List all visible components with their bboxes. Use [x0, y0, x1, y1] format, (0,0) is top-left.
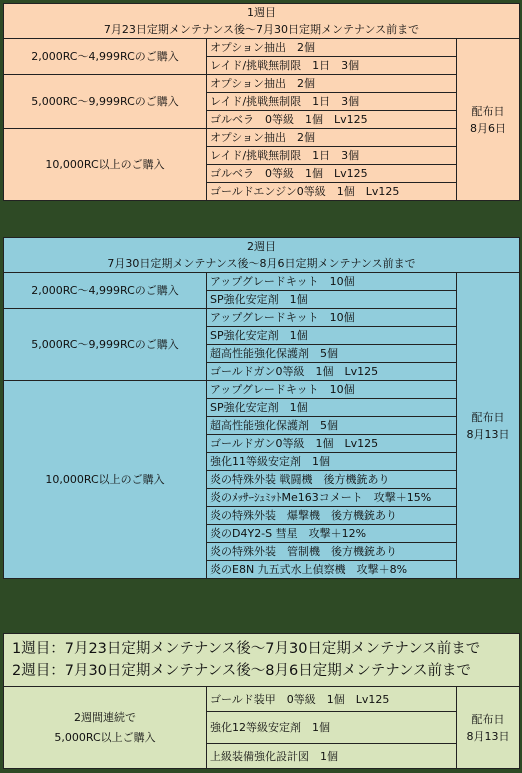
reward-item: 超高性能強化保護剤 5個 — [207, 345, 457, 363]
reward-item: 炎の特殊外装 管制機 後方機銃あり — [207, 543, 457, 561]
reward-item: ゴールドガン0等級 1個 Lv125 — [207, 435, 457, 453]
reward-item: SP強化安定剤 1個 — [207, 291, 457, 309]
distribution-label: 配布日 — [471, 410, 505, 424]
reward-item: アップグレードキット 10個 — [207, 273, 457, 291]
week2-period: 7月30日定期メンテナンス後〜8月6日定期メンテナンス前まで — [107, 257, 416, 270]
week1-period: 7月23日定期メンテナンス後〜7月30日定期メンテナンス前まで — [103, 23, 420, 36]
reward-item: アップグレードキット 10個 — [207, 309, 457, 327]
reward-item: SP強化安定剤 1個 — [207, 327, 457, 345]
reward-item: ゴールドエンジン0等級 1個 Lv125 — [207, 183, 457, 201]
combined-tier-label — [4, 687, 207, 769]
distribution-label: 配布日 — [471, 712, 505, 726]
reward-item: SP強化安定剤 1個 — [207, 399, 457, 417]
reward-item: 炎の特殊外装 爆撃機 後方機銃あり — [207, 507, 457, 525]
reward-item: オプション抽出 2個 — [207, 39, 457, 57]
week1-title: 1週目 — [247, 6, 276, 19]
reward-item: 強化12等級安定剤 1個 — [207, 712, 457, 744]
reward-item: レイド/挑戦無制限 1日 3個 — [207, 57, 457, 75]
reward-item: オプション抽出 2個 — [207, 129, 457, 147]
reward-item: ゴールドガン0等級 1個 Lv125 — [207, 363, 457, 381]
reward-item: レイド/挑戦無制限 1日 3個 — [207, 93, 457, 111]
distribution-label: 配布日 — [471, 104, 505, 118]
week2-title: 2週目 — [247, 240, 276, 253]
reward-item: 炎の特殊外装 戦闘機 後方機銃あり — [207, 471, 457, 489]
reward-item: オプション抽出 2個 — [207, 75, 457, 93]
combined-table — [3, 633, 520, 769]
combined-tier-line1: 2週間連続で — [74, 710, 136, 724]
combined-period-week2: 2週目：7月30日定期メンテナンス後〜8月6日定期メンテナンス前まで — [12, 663, 472, 679]
combined-header — [4, 634, 520, 687]
week2-distribution — [457, 273, 520, 579]
reward-item: 炎のE8N 九五式水上偵察機 攻撃＋8% — [207, 561, 457, 579]
reward-item: レイド/挑戦無制限 1日 3個 — [207, 147, 457, 165]
distribution-date: 8月13日 — [466, 729, 510, 743]
reward-item: 超高性能強化保護剤 5個 — [207, 417, 457, 435]
distribution-date: 8月6日 — [470, 121, 506, 135]
combined-period-week1: 1週目：7月23日定期メンテナンス後〜7月30日定期メンテナンス前まで — [12, 641, 481, 657]
week2-tier-2-label: 5,000RC〜9,999RCのご購入 — [4, 309, 207, 381]
reward-item: 炎のﾒｯｻｰｼｭﾐｯﾄMe163コメート 攻撃＋15% — [207, 489, 457, 507]
week1-distribution — [457, 39, 520, 201]
week2-tier-3-label: 10,000RC以上のご購入 — [4, 381, 207, 579]
week2-table — [3, 237, 520, 579]
week2-header — [4, 238, 520, 273]
week1-table — [3, 3, 520, 201]
reward-item: ゴルベラ 0等級 1個 Lv125 — [207, 165, 457, 183]
reward-item: 炎のD4Y2-S 彗星 攻撃＋12% — [207, 525, 457, 543]
reward-item: ゴルベラ 0等級 1個 Lv125 — [207, 111, 457, 129]
reward-item: 強化11等級安定剤 1個 — [207, 453, 457, 471]
distribution-date: 8月13日 — [466, 427, 510, 441]
week1-tier-2-label: 5,000RC〜9,999RCのご購入 — [4, 75, 207, 129]
combined-distribution — [457, 687, 520, 769]
week2-tier-1-label: 2,000RC〜4,999RCのご購入 — [4, 273, 207, 309]
week1-tier-1-label: 2,000RC〜4,999RCのご購入 — [4, 39, 207, 75]
week1-tier-3-label: 10,000RC以上のご購入 — [4, 129, 207, 201]
reward-item: アップグレードキット 10個 — [207, 381, 457, 399]
combined-tier-line2: 5,000RC以上ご購入 — [54, 730, 156, 744]
week1-header — [4, 4, 520, 39]
reward-item: 上級装備強化設計図 1個 — [207, 744, 457, 769]
reward-item: ゴールド装甲 0等級 1個 Lv125 — [207, 687, 457, 712]
